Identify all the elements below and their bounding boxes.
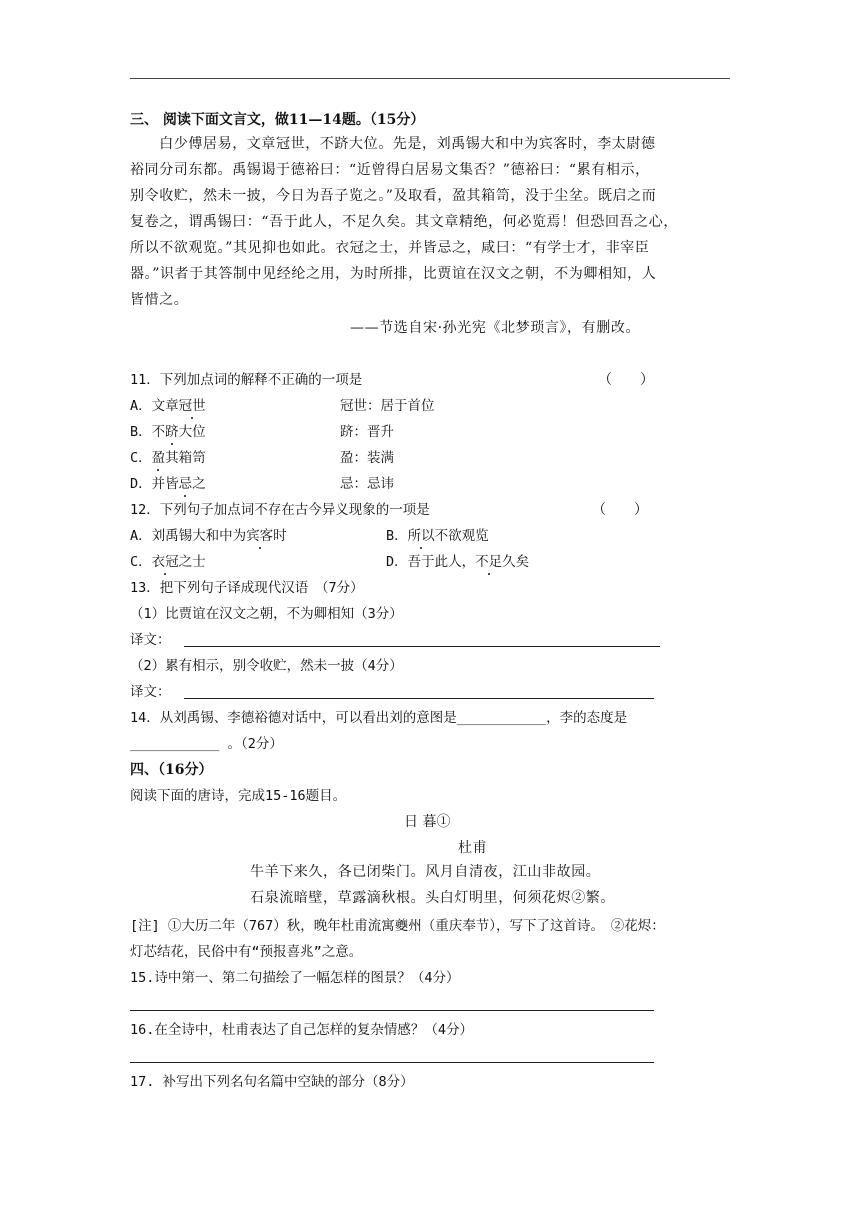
q11-option-c: [130, 448, 206, 468]
option-text: 不欲观览: [434, 528, 489, 544]
passage-line: 器。”识者于其答制中见经纶之用，为时所排，比贾谊在汉文之朝，不为卿相知，人: [130, 266, 657, 282]
poem-note-line-2: 灯芯结花，民俗中有“预报喜兆”之意。: [130, 944, 363, 960]
passage-line: 皆惜之。: [130, 292, 189, 308]
q16-answer-line[interactable]: [130, 1062, 654, 1063]
passage-line: 所以不欲观览。”其见抑也如此。衣冠之士，并皆忌之，咸曰：“有学士才，非宰臣: [130, 240, 650, 256]
passage-line: 别令收贮，然未一披，今日为吾子览之。”及取看，盈其箱笥，没于尘坌。既启之而: [130, 188, 657, 204]
q12-option-a: [130, 526, 287, 546]
dotted-word: 衣冠: [151, 554, 179, 570]
section3-header: 三、 阅读下面文言文，做11—14题。（15分）: [130, 112, 425, 128]
dotted-word: 冠世: [178, 398, 206, 414]
q12-option-c: [130, 552, 206, 572]
q13-translation-label-1: 译文：: [130, 632, 171, 648]
q12-stem: 12．下列句子加点词不存在古今异义现象的一项是: [130, 502, 430, 518]
passage-line: 复卷之，谓禹锡曰：“吾于此人，不足久矣。其文章精绝，何必览焉！但恐回吾之心，: [130, 214, 678, 230]
option-text: D．吾于此人，: [386, 554, 476, 570]
option-text: A．文章: [130, 398, 179, 414]
q15-answer-line[interactable]: [130, 1010, 654, 1011]
q11-gloss-d: 忌：忌讳: [340, 476, 394, 492]
dotted-word: 宾客: [246, 528, 274, 544]
q14-line-1: 14．从刘禹锡、李德裕德对话中，可以看出刘的意图是___________，李的态度是: [130, 710, 628, 726]
q11-answer-paren: （ ）: [598, 372, 654, 388]
dotted-word: 忌: [178, 476, 193, 492]
option-text: B．不: [130, 424, 166, 440]
passage-line: 裕同分司东都。禹锡谒于德裕曰：“近曾得白居易文集否？”德裕曰：“累有相示，: [130, 162, 650, 178]
q13-stem: 13．把下列句子译成现代汉语 （7分）: [130, 580, 364, 596]
q16-stem: 16.在全诗中，杜甫表达了自己怎样的复杂情感？（4分）: [130, 1022, 474, 1038]
q13-translation-label-2: 译文：: [130, 684, 171, 700]
q11-gloss-b: 跻：晋升: [340, 424, 394, 440]
q12-answer-paren: （ ）: [592, 502, 648, 518]
q17-stem: 17. 补写出下列名句名篇中空缺的部分（8分）: [130, 1074, 414, 1090]
q13-answer-line-2[interactable]: [184, 698, 654, 699]
top-rule: [130, 78, 730, 79]
q15-stem: 15.诗中第一、第二句描绘了一幅怎样的图景？（4分）: [130, 970, 460, 986]
option-text: 时: [273, 528, 287, 544]
option-text: A．刘禹锡大和中为: [130, 528, 247, 544]
option-text: C．: [130, 450, 152, 466]
passage-source: ——节选自宋·孙光宪《北梦琐言》，有删改。: [350, 320, 641, 336]
q14-line-2: ___________ 。（2分）: [130, 736, 283, 752]
q13-sentence-2: （2）累有相示，别令收贮，然未一披（4分）: [130, 658, 403, 674]
dotted-word: 所以: [407, 528, 435, 544]
q13-answer-line-1[interactable]: [184, 646, 660, 647]
q11-option-a: [130, 396, 206, 416]
option-text: 久矣: [502, 554, 530, 570]
q13-sentence-1: （1）比贾谊在汉文之朝，不为卿相知（3分）: [130, 606, 403, 622]
poem-author: 杜甫: [458, 840, 488, 856]
q11-gloss-a: 冠世：居于首位: [340, 398, 435, 414]
q11-option-d: [130, 474, 206, 494]
passage-line: 白少傅居易，文章冠世，不跻大位。先是，刘禹锡大和中为宾客时，李太尉德: [130, 136, 656, 152]
poem-title: 日 暮①: [404, 814, 451, 830]
q12-option-b: [386, 526, 489, 546]
q11-stem: 11．下列加点词的解释不正确的一项是: [130, 372, 363, 388]
q11-gloss-c: 盈：装满: [340, 450, 394, 466]
option-text: 之士: [178, 554, 206, 570]
poem-line: 石泉流暗壁，草露滴秋根。头白灯明里，何须花烬②繁。: [250, 890, 615, 906]
option-text: B．: [386, 528, 408, 544]
option-text: 之: [192, 476, 206, 492]
q11-option-b: [130, 422, 206, 442]
dotted-word: 盈: [151, 450, 166, 466]
option-text: 其箱笥: [165, 450, 206, 466]
option-text: C．: [130, 554, 152, 570]
dotted-word: 跻: [165, 424, 179, 440]
option-text: 大位: [178, 424, 206, 440]
q12-option-d: [386, 552, 529, 572]
dotted-word: 不足: [475, 554, 503, 570]
poem-line: 牛羊下来久，各已闭柴门。风月自清夜，江山非故园。: [250, 864, 601, 880]
poem-note-line-1: [注] ①大历二年（767）秋，晚年杜甫流寓夔州（重庆奉节），写下了这首诗。 ②花烬：: [130, 918, 665, 934]
option-text: D．并皆: [130, 476, 179, 492]
section4-intro: 阅读下面的唐诗，完成15-16题目。: [130, 788, 347, 804]
section4-header: 四、（16分）: [130, 762, 213, 778]
